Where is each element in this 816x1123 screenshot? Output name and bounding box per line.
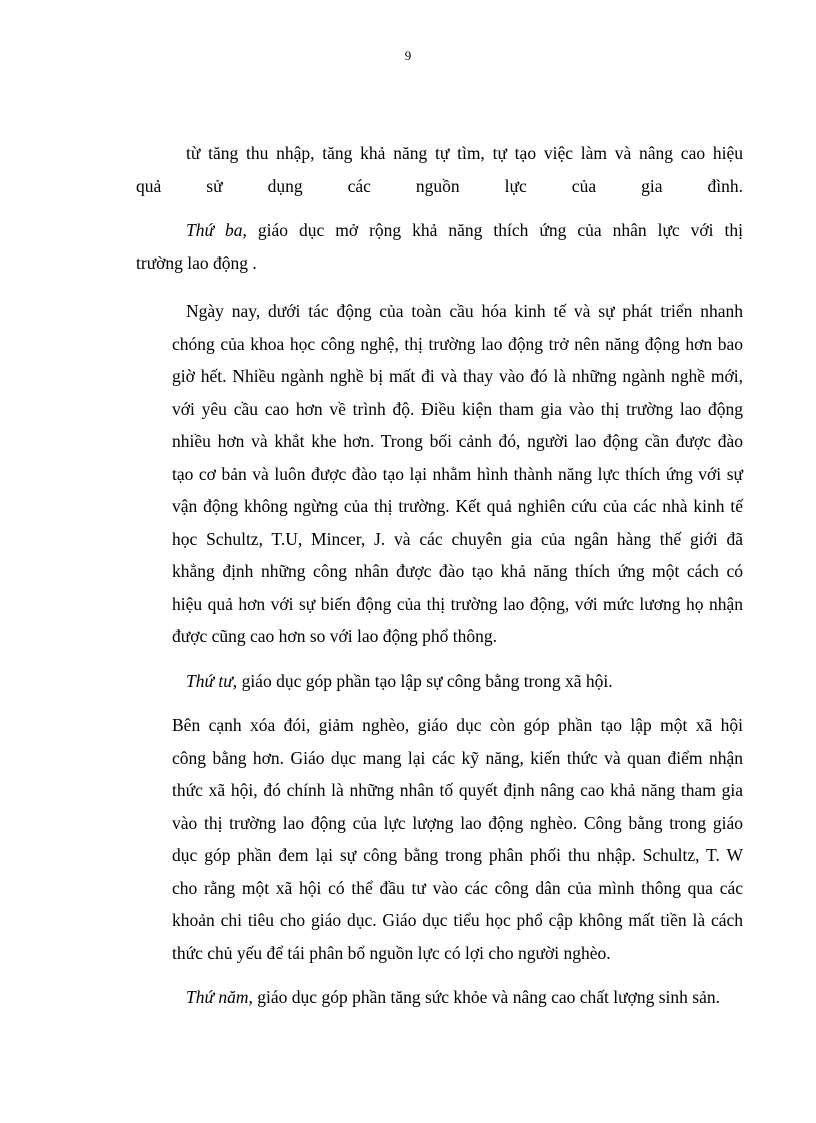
text-line: tạo cơ bản và luôn được đào tạo lại nhằm hình thành năng lực thích ứng với sự [172, 463, 743, 484]
paragraph-thu-ba [136, 214, 743, 279]
text-line: từ tăng thu nhập, tăng khả năng tự tìm, tự tạo việc làm và nâng cao hiệu [186, 143, 743, 163]
text-run: giáo dục góp phần tạo lập sự công bằng trong xã hội. [237, 670, 613, 691]
text-line: chóng của khoa học công nghệ, thị trường lao động trở nên năng động hơn bao [172, 333, 743, 354]
text-line: khẳng định những công nhân được đào tạo khả năng thích ứng một cách có [172, 561, 743, 581]
text-line [136, 665, 743, 698]
text-line: Bên cạnh xóa đói, giảm nghèo, giáo dục còn góp phần tạo lập một xã hội [172, 715, 743, 735]
text-line [136, 981, 743, 1014]
text-run: giáo dục góp phần tăng sức khỏe và nâng cao chất lượng sinh sản. [252, 987, 720, 1007]
text-line: công bằng hơn. Giáo dục mang lại các kỹ năng, kiến thức và quan điểm nhận [172, 747, 743, 768]
text-line: Ngày nay, dưới tác động của toàn cầu hóa kinh tế và sự phát triển nhanh [186, 301, 743, 321]
text-line: nhiều hơn và khắt khe hơn. Trong bối cảnh đó, người lao động cần được đào [172, 431, 743, 451]
paragraph-ngay-nay [136, 295, 743, 653]
paragraph-thu-tu [136, 665, 743, 698]
text-line: vận động không ngừng của thị trường. Kết quả nghiên cứu của các nhà kinh tế [172, 496, 743, 516]
text-line: học Schultz, T.U, Mincer, J. và các chuyên gia của ngân hàng thế giới đã [172, 528, 743, 549]
text-line [136, 214, 743, 247]
italic-lead: Thứ ba, [186, 220, 247, 240]
text-line: thức chủ yếu để tái phân bổ nguồn lực có lợi cho người nghèo. [172, 942, 611, 963]
italic-lead: Thứ tư, [186, 670, 238, 691]
text-line: được cũng cao hơn so với lao động phổ thông. [172, 626, 497, 646]
page-number: 9 [404, 48, 412, 63]
text-line: hiệu quả hơn với sự biến động của thị trường lao động, với mức lương họ nhận [172, 593, 743, 614]
paragraph-thu-nam [136, 981, 743, 1014]
text-run: giáo dục mở rộng khả năng thích ứng của nhân lực với thị [246, 220, 744, 240]
text-line: với yêu cầu cao hơn về trình độ. Điều kiện tham gia vào thị trường lao động [172, 398, 743, 419]
paragraph-ben-canh [136, 709, 743, 969]
italic-lead: Thứ năm, [186, 987, 253, 1007]
text-line: thức xã hội, đó chính là những nhân tố quyết định nâng cao khả năng tham gia [172, 780, 743, 800]
text-line: giờ hết. Nhiều ngành nghề bị mất đi và thay vào đó là những ngành nghề mới, [172, 366, 743, 386]
text-line: trường lao động . [136, 252, 257, 273]
paragraph-continuation [136, 137, 743, 202]
text-line: cho rằng một xã hội có thể đầu tư vào các công dân của mình thông qua các [172, 877, 743, 898]
text-line: dục góp phần đem lại sự công bằng trong phân phối thu nhập. Schultz, T. W [172, 845, 743, 865]
text-line: khoản chi tiêu cho giáo dục. Giáo dục tiểu học phổ cập không mất tiền là cách [172, 910, 743, 930]
document-body [136, 137, 743, 1014]
text-line: quả sử dụng các nguồn lực của gia đình. [136, 175, 743, 196]
text-line: vào thị trường lao động của lực lượng lao động nghèo. Công bằng trong giáo [172, 812, 743, 833]
